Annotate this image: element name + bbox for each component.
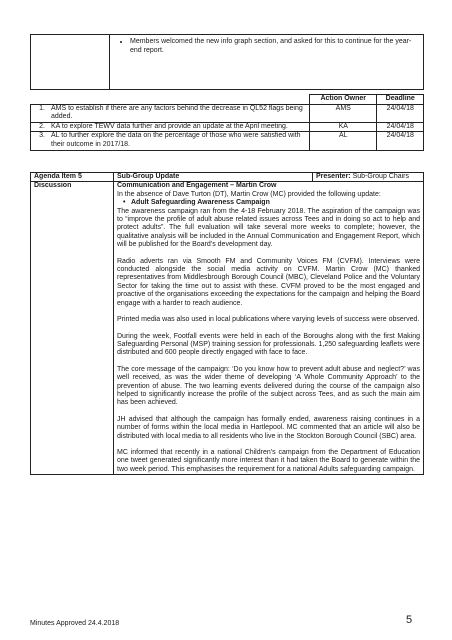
footer-approval-text: Minutes Approved 24.4.2018: [30, 620, 120, 627]
discussion-row: [31, 182, 424, 475]
body-paragraph: The awareness campaign ran from the 4-18 February 2018. The aspiration of the campaign was to “improve the profile of adult abuse related issues across Tees and in doing so act to help and protect adults”. The full evaluation will take several more weeks to complete; however, the qualitative analysis will be included in the Annual Communication and Engagement Report, which will be published for the Board’s development day.: [117, 207, 420, 249]
discussion-label: Discussion: [31, 182, 114, 475]
previous-section-table: [30, 34, 424, 90]
page-number: 5: [406, 614, 413, 626]
body-paragraph: Radio adverts ran via Smooth FM and Community Voices FM (CVFM). Interviews were conducted alongside the social media activity on CVFM. Martin Crow (MC) thanked representatives from Middlesbrough Borough Council (MBC), Cleveland Police and the Voluntary Sector for taking the time out to assist with these. CVFM proved to be the most engaged and proactive of the organisations exceeding the expectations for the campaign and helping the Board engage with a harder to reach audience.: [117, 257, 420, 307]
agenda-item-label: Agenda Item 5: [31, 173, 114, 182]
action-row: [31, 122, 424, 132]
previous-content-cell: [110, 35, 424, 90]
presenter-label: Presenter:: [316, 173, 351, 180]
agenda-item-title: Sub-Group Update: [114, 173, 313, 182]
agenda-item-table: [30, 172, 424, 475]
action-header-row: [31, 95, 424, 105]
action-text: KA to explore TEWV data further and provide an update at the April meeting.: [48, 122, 310, 132]
body-paragraph: JH advised that although the campaign has formally ended, awareness raising continues in a number of forms within the local media in Hartlepool. MC commented that an article will also be distributed with local media to all residents who live in the Stockton Borough Council (SBC) area.: [117, 415, 420, 440]
body-paragraph: During the week, Footfall events were held in each of the Boroughs along with the first Making Safeguarding Personal (MSP) training session for professionals. 1,250 safeguarding leaflets were distributed and 600 people directly engaged with face to face.: [117, 332, 420, 357]
previous-label-cell: [31, 35, 110, 90]
body-paragraph: MC informed that recently in a national Children’s campaign from the Department of Education one tweet generated significantly more interest than it had taken the Board to generate within the two week period. This emphasises the requirement for a national Adults safeguarding campaign.: [117, 448, 420, 473]
members-bullet: • Members welcomed the new info graph section, and asked for this to continue for the year-end report.: [130, 37, 419, 55]
action-owner-header: Action Owner: [310, 95, 377, 105]
body-paragraph: The core message of the campaign: ‘Do you know how to prevent adult abuse and neglect?’ was well received, as was the wider theme of developing ‘A Whole Community Approach’ to the prevention of abuse. The two learning events delivered during the course of the campaign also helped to significantly increase the profile of the subject across Tees, and as such the main aim has been achieved.: [117, 365, 420, 407]
action-owner: AL: [310, 132, 377, 150]
intro-text: In the absence of Dave Turton (DT), Martin Crow (MC) provided the following update:: [117, 190, 381, 198]
action-table: [30, 94, 424, 151]
action-text: AMS to establish if there are any factors behind the decrease in QL52 flags being added.: [48, 104, 310, 122]
discussion-body: [114, 182, 424, 475]
action-deadline: 24/04/18: [377, 104, 424, 122]
action-owner: AMS: [310, 104, 377, 122]
section-heading: Communication and Engagement – Martin Crow: [117, 182, 277, 190]
action-owner: KA: [310, 122, 377, 132]
campaign-bullet: • Adult Safeguarding Awareness Campaign: [123, 199, 420, 207]
presenter-cell: [313, 173, 424, 182]
action-row: [31, 132, 424, 150]
agenda-header-row: [31, 173, 424, 182]
deadline-header: Deadline: [377, 95, 424, 105]
body-paragraph: Printed media was also used in local publications where varying levels of success were observed.: [117, 316, 420, 324]
action-deadline: 24/04/18: [377, 132, 424, 150]
action-number: 3.: [31, 132, 49, 150]
action-deadline: 24/04/18: [377, 122, 424, 132]
action-number: 2.: [31, 122, 49, 132]
action-text: AL to further explore the data on the percentage of those who were satisfied with their outcome in 2017/18.: [48, 132, 310, 150]
presenter-name: Sub-Group Chairs: [352, 173, 410, 180]
action-number: 1.: [31, 104, 49, 122]
action-row: [31, 104, 424, 122]
